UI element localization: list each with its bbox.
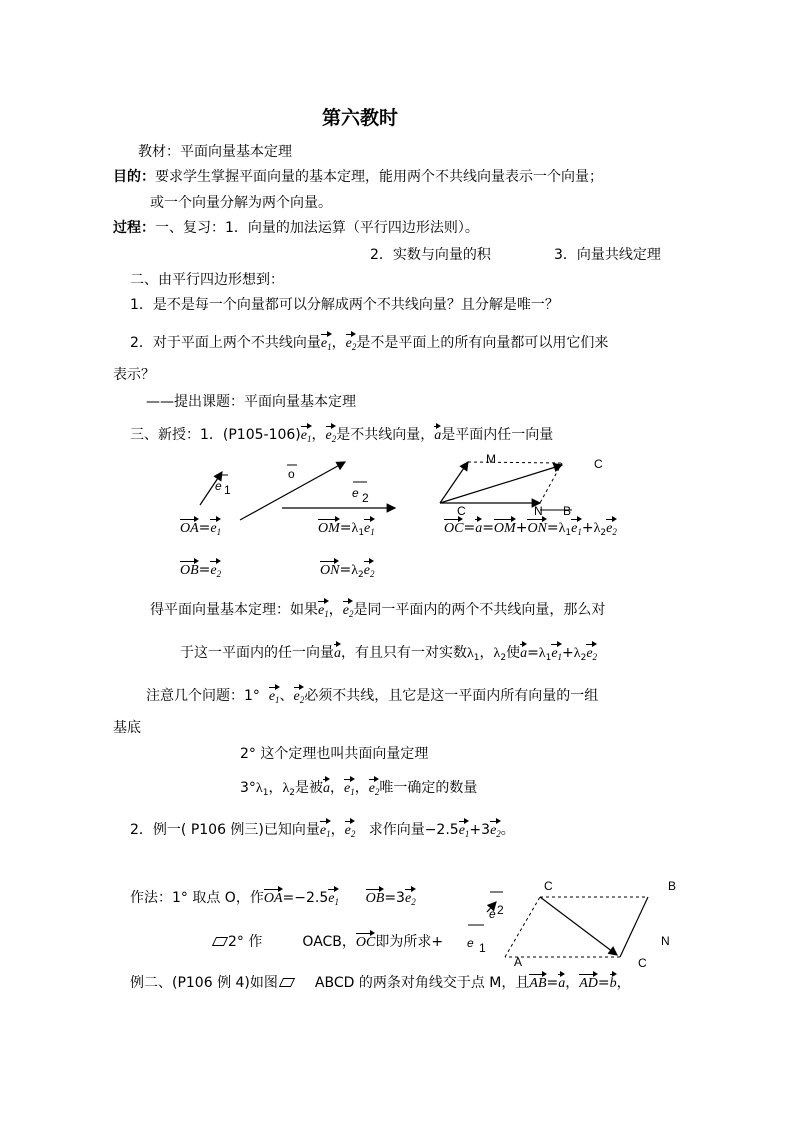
goal-label: 目的： <box>113 169 155 185</box>
part3-text-a: 是不共线向量， <box>336 427 435 443</box>
notes-line-3: $3^\circ\lambda_1$，$\lambda_2$是被a，$e_1$，$e_2$唯一确定的数量 <box>240 780 478 798</box>
part3-heading: 三、新授：1．(P105-106) <box>130 427 301 443</box>
part3-heading-line: 三、新授：1．$(P105-106)e_1$，$e_2$是不共线向量，a是平面内任一向量 <box>130 427 554 444</box>
vector-e2: $e_2$ <box>326 425 337 446</box>
label-ex-n: N <box>661 934 670 948</box>
label-e1: e <box>215 479 222 493</box>
notes-line-2: 2° 这个定理也叫共面向量定理 <box>240 746 429 762</box>
part2-heading: 二、由平行四边形想到： <box>130 272 284 288</box>
parallelogram-icon <box>212 937 228 946</box>
q2-post: 是不是平面上的所有向量都可以用它们来 <box>356 335 609 351</box>
goal-line-2: 或一个向量分解为两个向量。 <box>150 195 332 211</box>
label-m: M <box>486 452 496 466</box>
part2-topic: ——提出课题：平面向量基本定理 <box>146 394 356 410</box>
label-ex-c2: C <box>638 956 647 970</box>
label-e2: e <box>352 486 359 500</box>
theorem-line-1: 得平面向量基本定理：如果$e_1$，$e_2$是同一平面内的两个不共线向量，那么对 <box>150 602 606 619</box>
label-o: o <box>288 467 295 481</box>
label-e1-sub: 1 <box>224 483 231 497</box>
label-e2-sub: 2 <box>362 491 369 505</box>
oc-diagonal <box>540 897 617 955</box>
label-ex-c1: C <box>544 879 553 893</box>
label-ex-a: A <box>514 955 523 969</box>
left-diagram <box>200 462 395 520</box>
label-c-right: C <box>594 457 603 471</box>
vector-e1: $e_1$ <box>301 425 312 446</box>
notes-line-1-cont: 基底 <box>113 720 141 736</box>
example1-method: 作法：1° 取点 O，作$OA=-2.5e_1$ $OB=3e_2$ <box>130 890 416 907</box>
example1-step2: 2° 作 OACB，OC即为所求+ <box>214 932 443 952</box>
notes-line-1: 注意几个问题：1° $e_1$、$e_2$必须不共线，且它是这一平面内所有向量的一组 <box>146 688 599 705</box>
process-item-3: 3．向量共线定理 <box>554 247 661 263</box>
process-item-2: 2．实数与向量的积 <box>370 247 491 263</box>
parallelogram-icon <box>279 978 295 987</box>
example2-line: 例二、(P106 例 4)如图 ABCD 的两条对角线交于点 M，且AB=a，AD=b， <box>130 975 631 991</box>
goal-text: 要求学生掌握平面向量的基本定理，能用两个不共线向量表示一个向量； <box>155 169 603 185</box>
process-review: 一、复习：1．向量的加法运算（平行四边形法则）。 <box>155 220 479 236</box>
label-c-left: C <box>457 504 466 518</box>
eq-om: $OM=\lambda_1e_1$ <box>318 520 375 538</box>
vector-e1: $e_1$ <box>321 333 332 354</box>
part3-text-b: 是平面内任一向量 <box>441 427 554 443</box>
om-arrow <box>440 462 468 503</box>
bc-line <box>620 897 648 957</box>
part2-question-1: 1．是不是每一个向量都可以分解成两个不共线向量？且分解是唯一？ <box>130 297 559 313</box>
right-diagram <box>440 452 603 518</box>
label-b: B <box>563 504 572 518</box>
example-diagram <box>467 879 676 970</box>
vector-a: a <box>434 425 441 443</box>
label-n: N <box>534 504 543 518</box>
page-title: 第六教时 <box>322 107 399 129</box>
eq-oa: $OA=e_1$ <box>180 520 222 537</box>
svg-text:2: 2 <box>497 903 504 917</box>
eq-oc: $OC=a=OM+ON=\lambda_1e_1+\lambda_2e_2$ <box>444 520 617 538</box>
process-label: 过程： <box>113 220 155 236</box>
svg-text:1: 1 <box>479 941 486 955</box>
comma: ， <box>331 335 346 351</box>
svg-text:e: e <box>489 907 496 921</box>
label-ex-b: B <box>668 879 677 893</box>
material-text: 平面向量基本定理 <box>180 144 292 160</box>
eq-ob: $OB=e_2$ <box>180 562 222 579</box>
theorem-line-2: 于这一平面内的任一向量a，有且只有一对实数$\lambda_1$，$\lambda_2$使$a=\lambda_1e_1+\lambda_2e_2$ <box>180 645 598 663</box>
part2-question-2-cont: 表示？ <box>113 367 155 383</box>
dash-top <box>468 462 562 463</box>
vector-e2: $e_2$ <box>346 333 357 354</box>
example1-line: 2．例一( P106 例三)已知向量$e_1$，$e_2$ 求作向量$-2.5e_1+3e_2$。 <box>130 822 515 839</box>
q2-pre: 2．对于平面上两个不共线向量 <box>130 335 321 351</box>
svg-text:e: e <box>467 936 474 950</box>
eq-on: $ON=\lambda_2e_2$ <box>320 562 375 580</box>
dash-left <box>505 897 540 957</box>
material-label: 教材： <box>138 144 180 160</box>
